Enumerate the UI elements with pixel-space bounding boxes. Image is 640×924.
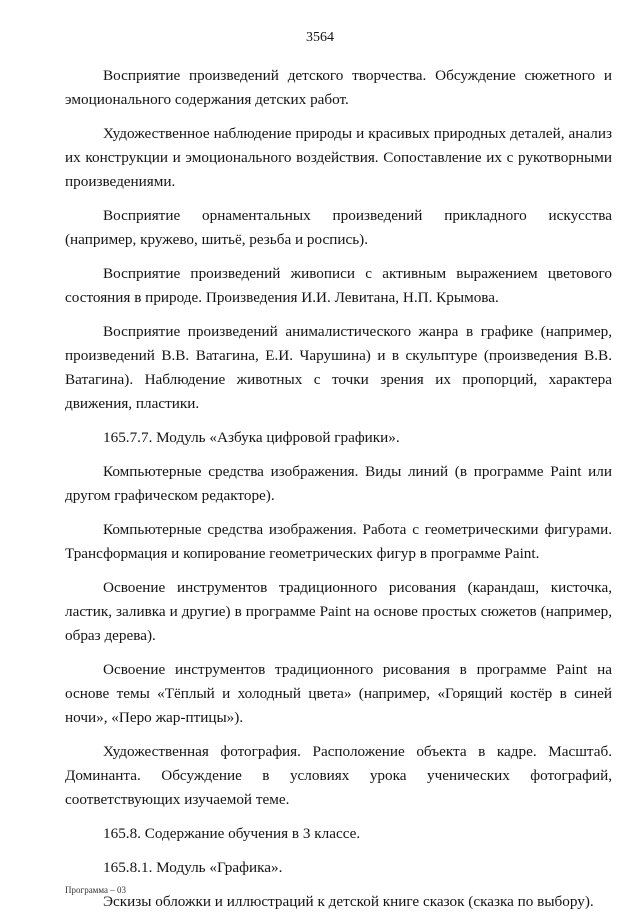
footer-label: Программа – 03 <box>65 885 127 895</box>
paragraph-drawing-tools: Освоение инструментов традиционного рисования (карандаш, кисточка, ластик, заливка и другие) в программе Paint на основе простых сюжетов (например, образ дерева). <box>65 579 612 644</box>
section-heading-graphics-module: 165.8.1. Модуль «Графика». <box>103 859 283 876</box>
paragraph-animal-genre: Восприятие произведений анималистического жанра в графике (например, произведений В.В. Ватагина, Е.И. Чарушина) и в скульптуре (произведения В.В. Ватагина). Наблюдение животных с точки зрения их пропорций, характера движения, пластики. <box>65 323 612 412</box>
paragraph-children-art: Восприятие произведений детского творчества. Обсуждение сюжетного и эмоционального содержания детских работ. <box>65 67 612 108</box>
paragraph-warm-cold-colors: Освоение инструментов традиционного рисования в программе Paint на основе темы «Тёплый и холодный цвета» (например, «Горящий костёр в синей ночи», «Перо жар-птицы»). <box>65 661 612 726</box>
document-body <box>65 64 612 924</box>
paragraph-nature-observation: Художественное наблюдение природы и красивых природных деталей, анализ их конструкции и эмоционального воздействия. Сопоставление их с рукотворными произведениями. <box>65 125 612 190</box>
page-number: 3564 <box>306 30 334 45</box>
section-heading-grade-3: 165.8. Содержание обучения в 3 классе. <box>103 825 361 842</box>
paragraph-photography: Художественная фотография. Расположение объекта в кадре. Масштаб. Доминанта. Обсуждение в условиях урока ученических фотографий, соответствующих изучаемой теме. <box>65 743 612 808</box>
paragraph-book-cover-sketches: Эскизы обложки и иллюстраций к детской книге сказок (сказка по выбору). <box>103 893 594 910</box>
paragraph-line-types: Компьютерные средства изображения. Виды линий (в программе Paint или другом графическом редакторе). <box>65 463 612 504</box>
paragraph-painting: Восприятие произведений живописи с активным выражением цветового состояния в природе. Произведения И.И. Левитана, Н.П. Крымова. <box>65 265 612 306</box>
paragraph-ornamental-art: Восприятие орнаментальных произведений прикладного искусства (например, кружево, шитьё, резьба и роспись). <box>65 207 612 248</box>
paragraph-geometric-shapes: Компьютерные средства изображения. Работа с геометрическими фигурами. Трансформация и копирование геометрических фигур в программе Paint. <box>65 521 612 562</box>
section-heading-digital-graphics: 165.7.7. Модуль «Азбука цифровой графики». <box>103 429 400 446</box>
